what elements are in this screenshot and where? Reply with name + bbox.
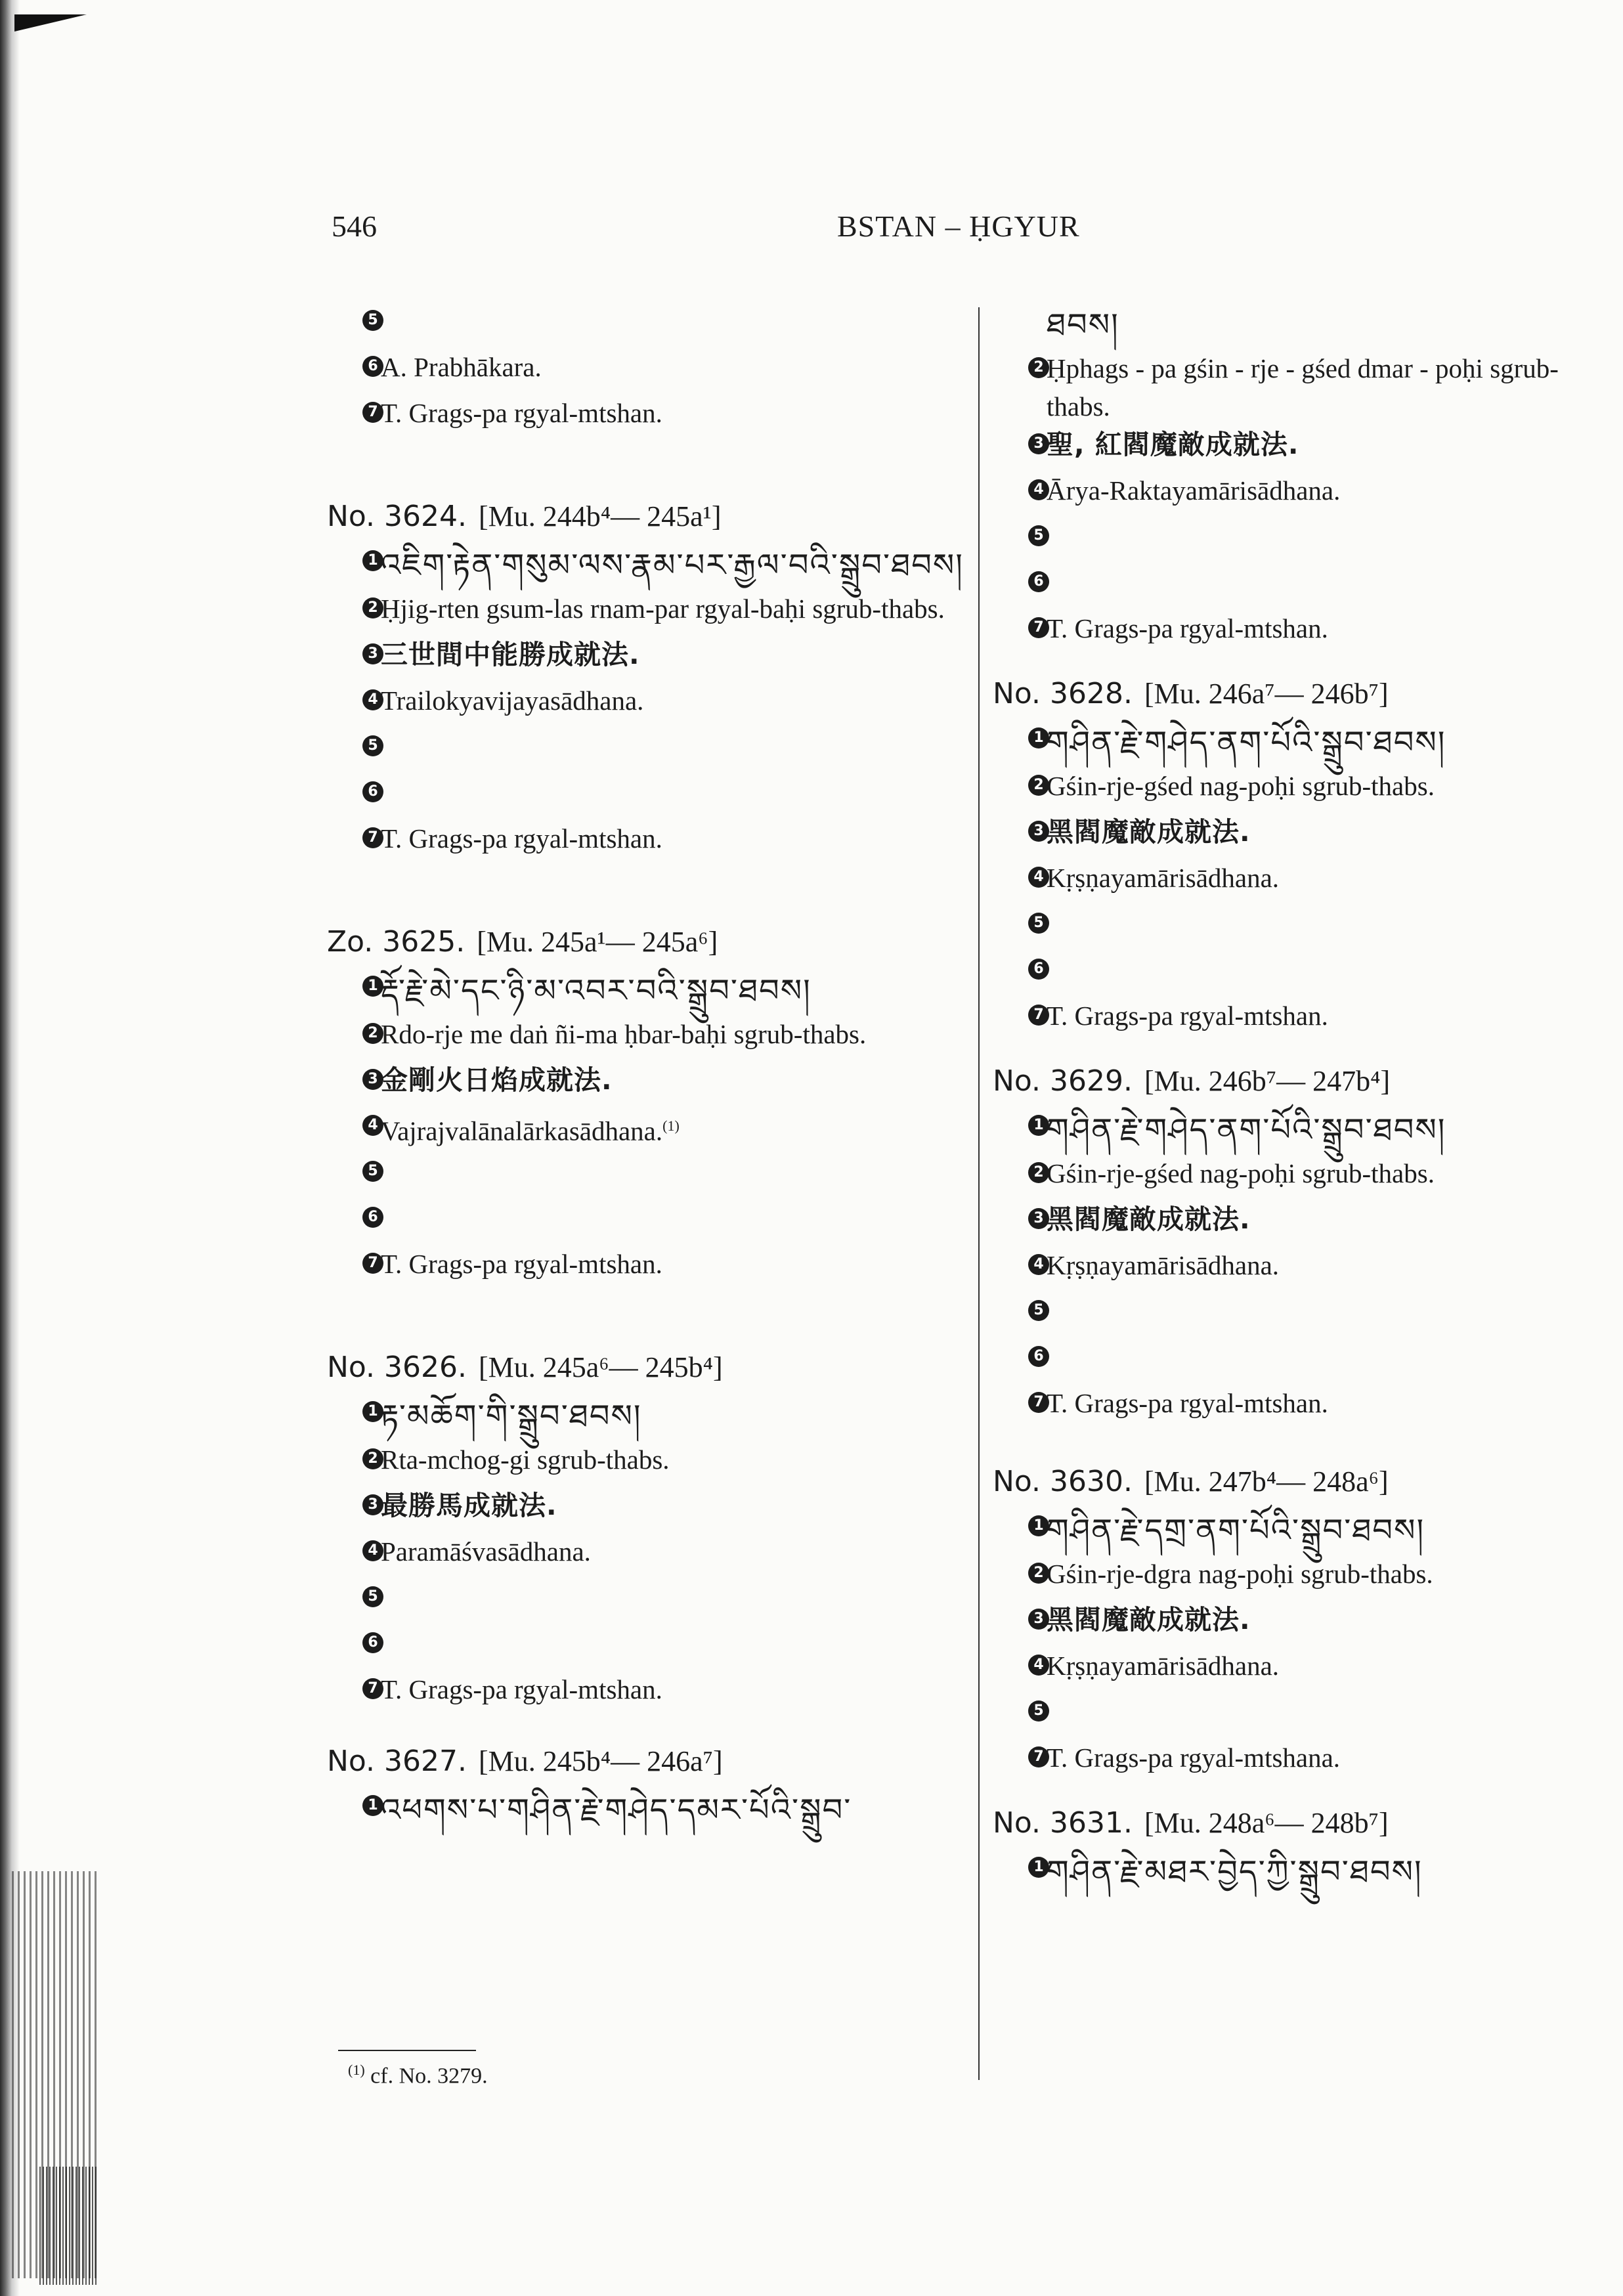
author: T. Grags-pa rgyal-mtshan. <box>1047 613 1328 643</box>
field-number: 3 <box>362 643 383 664</box>
field-number: 6 <box>1028 571 1049 592</box>
footnote-rule <box>338 2050 476 2051</box>
folio-ref: [Mu. 248a⁶— 248b⁷] <box>1144 1807 1389 1839</box>
romanized-title: Rdo-rje me daṅ ñi-ma ḥbar-baḥi sgrub-thabs. <box>381 1019 867 1049</box>
author: T. Grags-pa rgyal-mtshan. <box>381 1674 662 1704</box>
field-row <box>327 302 967 348</box>
sanskrit-title: Vajrajvalānalārkasādhana. <box>381 1116 663 1146</box>
field-number: 2 <box>1028 1563 1049 1584</box>
field-number: 5 <box>362 1586 383 1607</box>
sanskrit-title: Kṛṣṇayamārisādhana. <box>1047 1651 1280 1681</box>
folio-ref: [Mu. 244b⁴— 245a¹] <box>479 500 722 532</box>
field-number: 4 <box>362 1115 383 1136</box>
field-number: 4 <box>1028 1655 1049 1676</box>
field-number: 2 <box>1028 1162 1049 1183</box>
column-divider <box>978 307 980 2080</box>
field-number: 5 <box>1028 1700 1049 1722</box>
field-number: 7 <box>362 1678 383 1699</box>
author: T. Grags-pa rgyal-mtshan. <box>381 823 662 854</box>
field-number: 7 <box>1028 1392 1049 1413</box>
field-number: 1 <box>362 1795 383 1816</box>
author: T. Grags-pa rgyal-mtshan. <box>1047 1388 1328 1418</box>
chinese-title: 聖, 紅閻魔敵成就法. <box>1047 429 1299 460</box>
folio-ref: [Mu. 246a⁷— 246b⁷] <box>1144 678 1389 710</box>
entry-3624 <box>327 491 967 865</box>
field-number: 6 <box>362 1207 383 1228</box>
field-number: 6 <box>1028 1346 1049 1367</box>
folio-ref: [Mu. 245b⁴— 246a⁷] <box>479 1745 723 1777</box>
field-number: 5 <box>1028 913 1049 934</box>
folio-ref: [Mu. 247b⁴— 248a⁶] <box>1144 1465 1389 1498</box>
entry-continued <box>327 302 967 440</box>
field-number: 1 <box>1028 1515 1049 1536</box>
footnote <box>348 2062 488 2089</box>
field-number: 5 <box>1028 525 1049 546</box>
field-number: 1 <box>362 550 383 571</box>
entry-number: No. 3628. <box>993 677 1133 710</box>
author: T. Grags-pa rgyal-mtshan. <box>1047 1001 1328 1031</box>
sanskrit-title: Paramāśvasādhana. <box>381 1536 591 1567</box>
tibetan-title: གཤིན་རྗེ་གཤེད་ནག་པོའི་སྒྲུབ་ཐབས། <box>1047 726 1446 760</box>
footnote-marker: (1) <box>662 1117 680 1134</box>
field-row <box>327 348 967 394</box>
scan-noise <box>39 2167 98 2285</box>
field-number: 5 <box>362 735 383 756</box>
field-number: 2 <box>362 1448 383 1469</box>
romanized-title: Ḥphags - pa gśin - rje - gśed dmar - poḥi sgrub-thabs. <box>1047 353 1559 422</box>
chinese-title: 三世間中能勝成就法. <box>381 639 640 670</box>
field-number: 4 <box>362 1540 383 1561</box>
field-number: 2 <box>362 597 383 618</box>
chinese-title: 黑閻魔敵成就法. <box>1047 1203 1251 1235</box>
field-number: 6 <box>362 356 383 377</box>
footnote-text: cf. No. 3279. <box>370 2064 488 2089</box>
field-number: 4 <box>1028 479 1049 500</box>
romanized-title: Ḥjig-rten gsum-las rnam-par rgyal-baḥi sgrub-thabs. <box>381 594 945 624</box>
folio-ref: [Mu. 245a¹— 245a⁶] <box>477 926 718 958</box>
field-number: 2 <box>362 1023 383 1044</box>
field-number: 1 <box>1028 1857 1049 1878</box>
sanskrit-title: Kṛṣṇayamārisādhana. <box>1047 863 1280 893</box>
entry-3627-cont <box>993 302 1584 655</box>
folio-ref: [Mu. 246b⁷— 247b⁴] <box>1144 1065 1391 1097</box>
author: T. Grags-pa rgyal-mtshana. <box>1047 1743 1341 1773</box>
tibetan-title: གཤིན་རྗེ་གཤེད་ནག་པོའི་སྒྲུབ་ཐབས། <box>1047 1113 1446 1148</box>
chinese-title: 黑閻魔敵成就法. <box>1047 1604 1251 1635</box>
field-number: 1 <box>362 976 383 997</box>
entry-number: No. 3626. <box>327 1351 467 1384</box>
field-number: 4 <box>362 689 383 710</box>
translator: A. Prabhākara. <box>381 352 542 382</box>
field-number: 3 <box>1028 1609 1049 1630</box>
tibetan-title: རྟ་མཆོག་གི་སྒྲུབ་ཐབས། <box>381 1399 642 1434</box>
entry-number: Zo. 3625. <box>327 925 465 959</box>
field-number: 2 <box>1028 775 1049 796</box>
entry-3628 <box>993 668 1584 1043</box>
field-number: 7 <box>362 1253 383 1274</box>
sanskrit-title: Kṛṣṇayamārisādhana. <box>1047 1250 1280 1280</box>
field-number: 6 <box>362 1632 383 1653</box>
entry-3630 <box>993 1456 1584 1785</box>
field-number: 5 <box>362 310 383 331</box>
field-number: 7 <box>1028 1746 1049 1767</box>
field-number: 3 <box>1028 821 1049 842</box>
field-number: 5 <box>362 1161 383 1182</box>
field-number: 7 <box>362 402 383 423</box>
chinese-title: 黑閻魔敵成就法. <box>1047 816 1251 848</box>
author: T. Grags-pa rgyal-mtshan. <box>381 1249 662 1279</box>
field-row <box>327 394 967 440</box>
folio-ref: [Mu. 245a⁶— 245b⁴] <box>479 1351 723 1383</box>
entry-3631 <box>993 1798 1584 1896</box>
tibetan-title: རྡོ་རྗེ་མེ་དང་ཉི་མ་འབར་བའི་སྒྲུབ་ཐབས། <box>381 974 812 1008</box>
field-number: 3 <box>1028 1208 1049 1229</box>
entry-3629 <box>993 1056 1584 1430</box>
tibetan-title: འཇིག་རྟེན་གསུམ་ལས་རྣམ་པར་རྒྱལ་བའི་སྒྲུབ་ཐབས། <box>381 548 964 583</box>
field-number: 7 <box>362 827 383 848</box>
sanskrit-title: Ārya-Raktayamārisādhana. <box>1047 475 1341 506</box>
field-number: 2 <box>1028 357 1049 378</box>
tibetan-title: འཕགས་པ་གཤིན་རྗེ་གཤེད་དམར་པོའི་སྒྲུབ་ <box>381 1793 852 1828</box>
corner-mark <box>14 14 87 32</box>
field-number: 3 <box>1028 433 1049 454</box>
entry-number: No. 3627. <box>327 1744 467 1778</box>
romanized-title: Gśin-rje-dgra nag-poḥi sgrub-thabs. <box>1047 1559 1433 1589</box>
field-number: 1 <box>362 1401 383 1422</box>
field-number: 4 <box>1028 867 1049 888</box>
field-number: 7 <box>1028 1005 1049 1026</box>
footnote-mark: (1) <box>348 2062 365 2078</box>
field-number: 6 <box>362 781 383 802</box>
romanized-title: Rta-mchog-gi sgrub-thabs. <box>381 1444 670 1475</box>
field-number: 4 <box>1028 1254 1049 1275</box>
tibetan-title: ཐབས། <box>1047 308 1119 343</box>
author: T. Grags-pa rgyal-mtshan. <box>381 398 662 428</box>
field-number: 6 <box>1028 959 1049 980</box>
entry-number: No. 3624. <box>327 500 467 533</box>
entry-3626 <box>327 1342 967 1716</box>
tibetan-title: གཤིན་རྗེ་དགྲ་ནག་པོའི་སྒྲུབ་ཐབས། <box>1047 1513 1425 1548</box>
entry-3627 <box>327 1736 967 1834</box>
entry-3625 <box>327 917 967 1291</box>
romanized-title: Gśin-rje-gśed nag-poḥi sgrub-thabs. <box>1047 771 1435 801</box>
entry-number: No. 3631. <box>993 1806 1133 1840</box>
field-number: 5 <box>1028 1300 1049 1321</box>
left-column <box>327 302 967 1834</box>
entry-heading <box>327 491 967 542</box>
chinese-title: 金剛火日焰成就法. <box>381 1064 613 1096</box>
chinese-title: 最勝馬成就法. <box>381 1490 557 1521</box>
romanized-title: Gśin-rje-gśed nag-poḥi sgrub-thabs. <box>1047 1158 1435 1188</box>
tibetan-title: གཤིན་རྗེ་མཐར་བྱེད་ཀྱི་སྒྲུབ་ཐབས། <box>1047 1855 1423 1890</box>
entry-number: No. 3629. <box>993 1064 1133 1098</box>
field-number: 1 <box>1028 727 1049 748</box>
entry-number: No. 3630. <box>993 1465 1133 1498</box>
field-number: 3 <box>362 1494 383 1515</box>
running-head: BSTAN – ḤGYUR <box>837 209 1080 243</box>
right-column <box>993 302 1584 1896</box>
field-number: 7 <box>1028 617 1049 638</box>
page-number: 546 <box>332 209 377 243</box>
sanskrit-title: Trailokyavijayasādhana. <box>381 685 644 716</box>
field-number: 1 <box>1028 1115 1049 1136</box>
field-number: 3 <box>362 1069 383 1090</box>
